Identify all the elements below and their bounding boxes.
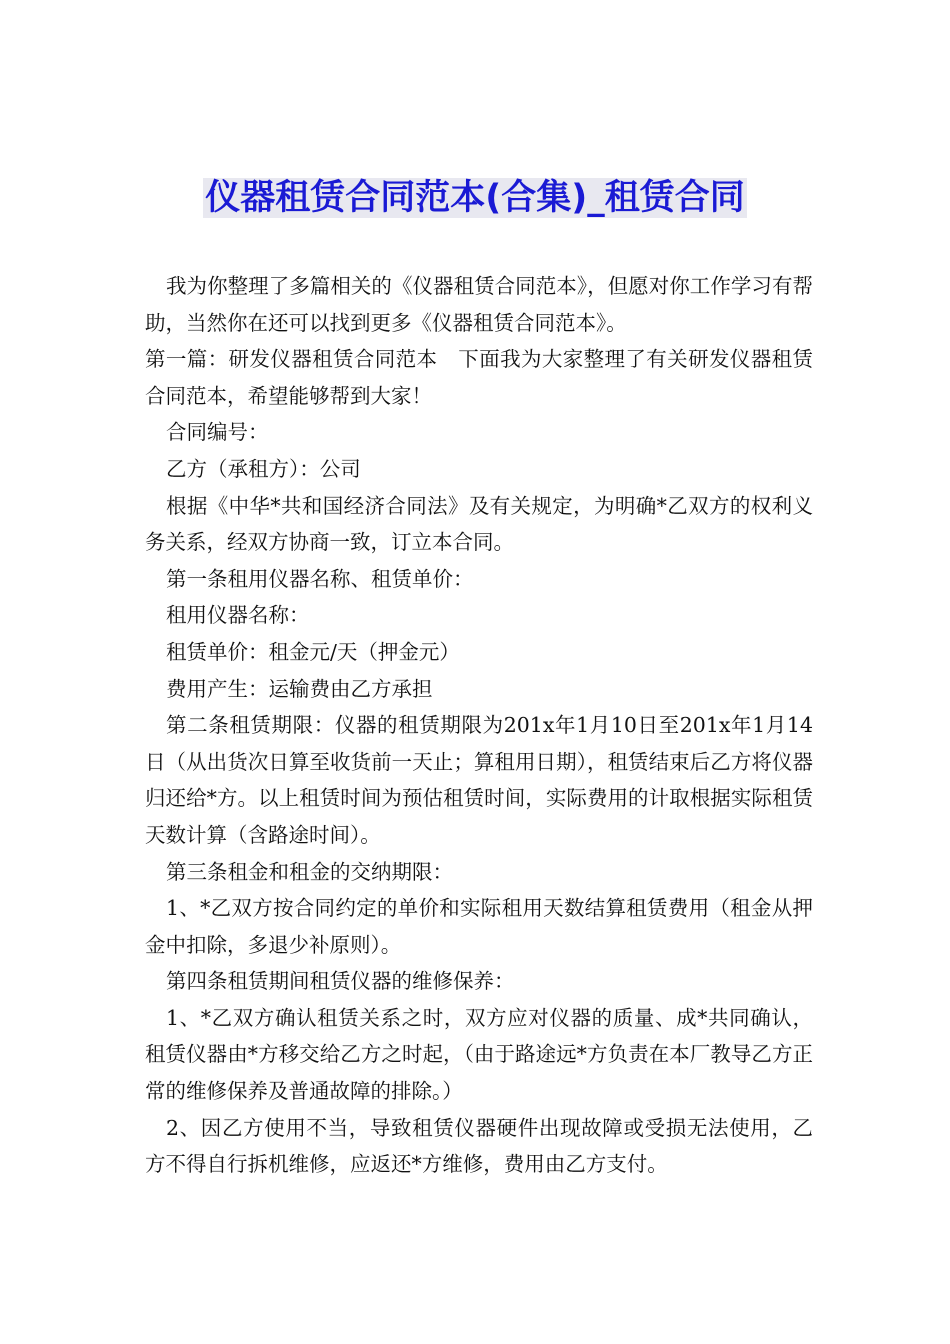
paragraph: 租用仪器名称： <box>166 603 310 628</box>
paragraph: 合同编号： <box>166 420 269 445</box>
document-title <box>0 172 950 224</box>
paragraph: 乙方（承租方）：公司 <box>166 456 361 481</box>
paragraph: 2、因乙方使用不当，导致租赁仪器硬件出现故障或受损无法使用，乙方不得自行拆机维修，应返还*方维修，费用由乙方支付。 <box>145 1115 813 1177</box>
paragraph: 第一篇：研发仪器租赁合同范本 下面我为大家整理了有关研发仪器租赁合同范本，希望能够帮到大家！ <box>145 347 813 408</box>
paragraph: 第一条租用仪器名称、租赁单价： <box>166 566 474 591</box>
paragraph: 根据《中华*共和国经济合同法》及有关规定，为明确*乙双方的权利义务关系，经双方协商一致，订立本合同。 <box>145 493 813 555</box>
paragraph: 费用产生：运输费由乙方承担 <box>166 676 433 701</box>
document-body <box>145 268 813 1183</box>
paragraph: 我为你整理了多篇相关的《仪器租赁合同范本》，但愿对你工作学习有帮助，当然你在还可以找到更多《仪器租赁合同范本》。 <box>145 274 813 335</box>
document-title-text: 仪器租赁合同范本(合集)_租赁合同 <box>205 178 745 218</box>
paragraph: 租赁单价：租金元/天（押金元） <box>166 639 460 664</box>
paragraph: 第三条租金和租金的交纳期限： <box>166 859 453 884</box>
paragraph: 1、*乙双方确认租赁关系之时，双方应对仪器的质量、成*共同确认，租赁仪器由*方移交给乙方之时起，（由于路途远*方负责在本厂教导乙方正常的维修保养及普通故障的排除。） <box>145 1005 813 1104</box>
paragraph: 第二条租赁期限：仪器的租赁期限为201x年1月10日至201x年1月14日（从出货次日算至收货前一天止；算租用日期），租赁结束后乙方将仪器归还给*方。以上租赁时间为预估租赁时间，实际费用的计取根据实际租赁天数计算（含路途时间）。 <box>145 713 813 847</box>
paragraph: 第四条租赁期间租赁仪器的维修保养： <box>166 969 515 994</box>
paragraph: 1、*乙双方按合同约定的单价和实际租用天数结算租赁费用（租金从押金中扣除，多退少补原则）。 <box>145 896 813 957</box>
